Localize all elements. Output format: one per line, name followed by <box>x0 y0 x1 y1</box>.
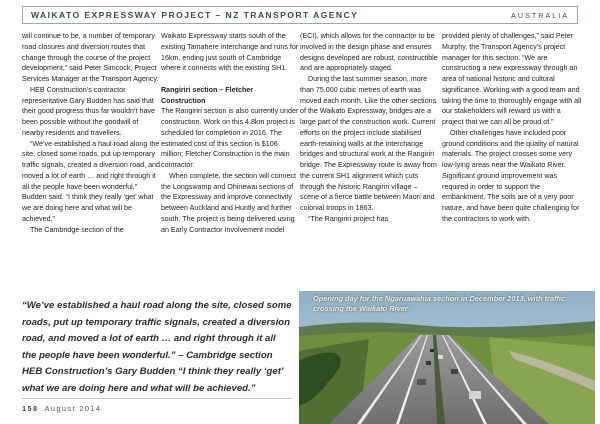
paragraph: The Cambridge section of the <box>30 225 124 234</box>
pull-quote: “We’ve established a haul road along the site, closed some roads, put up temporary traffic signals, created a diversion road, and moved a lot of earth … and right through it all the people have been wonderful.” – Cambridge section HEB Construction’s Gary Budden “I think they really ‘get’ what we are doing here and what will be achieved.” <box>22 300 292 394</box>
footer-divider <box>22 398 292 399</box>
issue-date: August 2014 <box>44 403 102 413</box>
article-column-1 <box>22 31 160 235</box>
section-heading: Rangiriri section – Fletcher Construction <box>161 85 254 105</box>
paragraph: (ECI), which allows for the contractor to be involved in the design phase and ensures designs developed are robust, constructible and are appropriately staged. <box>300 32 438 73</box>
page-footer <box>22 401 292 415</box>
photo-caption: Opening day for the Ngaruawahia section in December 2013, with traffic crossing the Waikato River. <box>313 294 566 313</box>
paragraph: “The Rangiriri project has <box>308 214 389 223</box>
header-title: WAIKATO EXPRESSWAY PROJECT – NZ TRANSPORT AGENCY <box>31 10 359 20</box>
paragraph: HEB Construction’s contractor representative Gary Budden has said that their good progress thus far wouldn’t have been possible without the goodwill of nearby residents and travellers. <box>22 85 155 137</box>
page-header <box>22 6 578 24</box>
page-number: 158 <box>22 403 39 413</box>
paragraph: “We’ve established a haul road along the site, closed some roads, put up temporary traffic signals, created a diversion road, and moved a lot of earth … and right through it all the people have been wonderful,” Budden said. “I think they really ‘get’ what we are doing here and what will be achieved.” <box>22 139 160 223</box>
paragraph: During the last summer season, more than 75,000 cubic metres of earth was moved each month. Like the other sections of the Waikato Expressway, bridges are a large part of the construction work. Current efforts on the project include stabilised earth-retaining walls at the interchange bridges and structural work at the Rangiriri bridge. The Expressway route is away from the current SH1 alignment which cuts through the historic Rangiriri village – scene of a fierce battle between Maori and colonial troops in 1863. <box>300 75 437 212</box>
article-column-3 <box>300 31 438 225</box>
paragraph: will continue to be, a number of temporary road closures and diversion routes that change through the course of the project development,” said Peter Simcock, Project Services Manager at the Transport Agency. <box>22 32 159 83</box>
paragraph: The Rangiriri section is also currently under construction. Work on this 4.8km project is scheduled for completion in 2016. The estimated cost of this section is $106 million; Fletcher Construction is the main contractor. <box>161 107 299 169</box>
article-column-2 <box>161 31 299 235</box>
paragraph: Other challenges have included poor ground conditions and the quality of natural materials. The project crosses some very low-lying areas near the Waikato River. Significant ground improvement was required in order to support the embankment. The soils are of a very poor nature, and have been quite challenging for the contractors to work with. <box>442 128 580 223</box>
article-column-4 <box>442 31 584 225</box>
paragraph: Waikato Expressway starts south of the existing Tamahere interchange and runs for 16km, ending just south of Cambridge where it connects with the existing SH1. <box>161 32 299 73</box>
paragraph: provided plenty of challenges,” said Peter Murphy, the Transport Agency’s project manager for this section. “We are constructing a new expressway through an area of national historic and cultural significance. Working with a good team and taking the time to thoroughly engage with all our stakeholders will reward us with a project that we can all be proud of.” <box>442 32 582 126</box>
paragraph: When complete, the section will connect the Longswamp and Ohinewai sections of the Expressway and improve connectivity between Auckland and Huntly and further south. The project is being delivered using an Early Contractor Involvement model <box>161 171 297 234</box>
header-region: AUSTRALIA <box>511 10 569 20</box>
